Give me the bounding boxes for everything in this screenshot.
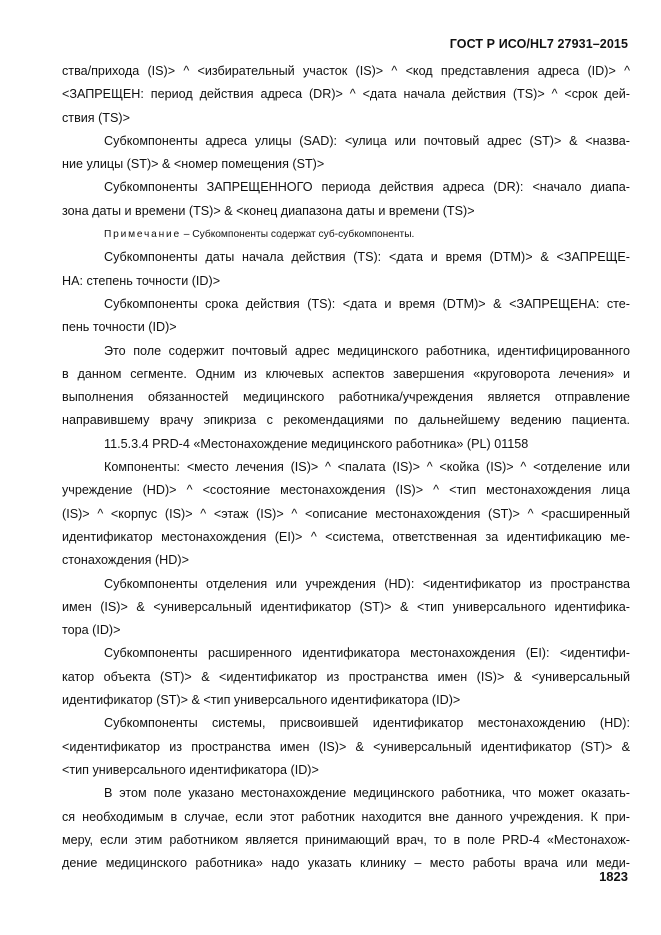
text-line: Субкомпоненты системы, присвоившей идентификатор местонахождению (HD): xyxy=(104,716,630,731)
text-line: ствия (TS)> xyxy=(62,110,130,125)
note xyxy=(62,223,630,246)
text-line: тора (ID)> xyxy=(62,623,121,638)
text-line: Субкомпоненты расширенного идентификатора местонахождения (EI): <идентифи- xyxy=(104,646,630,661)
text-line: <ЗАПРЕЩЕН: период действия адреса (DR)> ^ <дата начала действия (TS)> ^ <срок дей- xyxy=(62,87,630,102)
text-line: катор объекта (ST)> & <идентификатор из пространства имен (IS)> & <универсальный xyxy=(62,669,630,684)
text-line: дение медицинского работника» надо указать клинику – место работы врача или меди- xyxy=(62,856,630,871)
text-line: ние улицы (ST)> & <номер помещения (ST)> xyxy=(62,157,325,172)
section-heading: 11.5.3.4 PRD-4 «Местонахождение медицинского работника» (PL) 01158 xyxy=(104,436,529,451)
text-line: НА: степень точности (ID)> xyxy=(62,273,221,288)
text-line: стонахождения (HD)> xyxy=(62,553,189,568)
text-line: (IS)> ^ <корпус (IS)> ^ <этаж (IS)> ^ <описание местонахождения (ST)> ^ <расширенный xyxy=(62,506,630,521)
text-line: Компоненты: <место лечения (IS)> ^ <палата (IS)> ^ <койка (IS)> ^ <отделение или xyxy=(104,460,630,475)
text-line: идентификатор местонахождения (EI)> ^ <система, ответственная за идентификацию ме- xyxy=(62,529,630,544)
text-line: ся необходимым в случае, если этот работник находится вне данного учреждения. К при- xyxy=(62,809,630,824)
note-text: – Субкомпоненты содержат суб-субкомпоненты. xyxy=(180,229,415,241)
text-line: Это поле содержит почтовый адрес медицинского работника, идентифицированного xyxy=(104,343,630,358)
text-line: выполнения обязанностей медицинского работника/учреждения является отправление xyxy=(62,390,630,405)
text-line: ства/прихода (IS)> ^ <избирательный участок (IS)> ^ <код представления адреса (ID)> ^ xyxy=(62,64,630,78)
note-label: Примечание xyxy=(104,229,181,241)
text-line: <тип универсального идентификатора (ID)> xyxy=(62,762,319,777)
text-line: учреждение (HD)> ^ <состояние местонахождения (IS)> ^ <тип местонахождения лица xyxy=(62,483,630,498)
text-line: меру, если этим работником является принимающий врач, то в поле PRD-4 «Местонахож- xyxy=(62,832,630,847)
text-line: Субкомпоненты адреса улицы (SAD): <улица или почтовый адрес (ST)> & <назва- xyxy=(104,133,630,148)
text-line: В этом поле указано местонахождение медицинского работника, что может оказать- xyxy=(104,786,630,801)
text-line: пень точности (ID)> xyxy=(62,320,177,335)
text-line: <идентификатор из пространства имен (IS)> & <универсальный идентификатор (ST)> & xyxy=(62,739,630,754)
text-line: Субкомпоненты отделения или учреждения (HD): <идентификатор из пространства xyxy=(104,576,630,591)
text-line: в данном сегменте. Одним из ключевых аспектов завершения «круговорота лечения» и xyxy=(62,366,630,381)
text-line: идентификатор (ST)> & <тип универсального идентификатора (ID)> xyxy=(62,693,461,708)
document-header: ГОСТ Р ИСО/HL7 27931–2015 xyxy=(449,37,628,51)
text-line: Субкомпоненты срока действия (TS): <дата и время (DTM)> & <ЗАПРЕЩЕНА: сте- xyxy=(104,296,630,311)
text-line: Субкомпоненты ЗАПРЕЩЕННОГО периода действия адреса (DR): <начало диапа- xyxy=(104,180,630,195)
text-line: зона даты и времени (TS)> & <конец диапазона даты и времени (TS)> xyxy=(62,203,475,218)
text-line: Субкомпоненты даты начала действия (TS): <дата и время (DTM)> & <ЗАПРЕЩЕ- xyxy=(104,250,630,265)
page-number: 1823 xyxy=(599,869,628,884)
text-line: имен (IS)> & <универсальный идентификатор (ST)> & <тип универсального идентифика- xyxy=(62,599,630,614)
text-line: направившему врачу эпикриза с рекомендациями по дальнейшему ведению пациента. xyxy=(62,413,630,428)
document-body xyxy=(62,60,630,875)
